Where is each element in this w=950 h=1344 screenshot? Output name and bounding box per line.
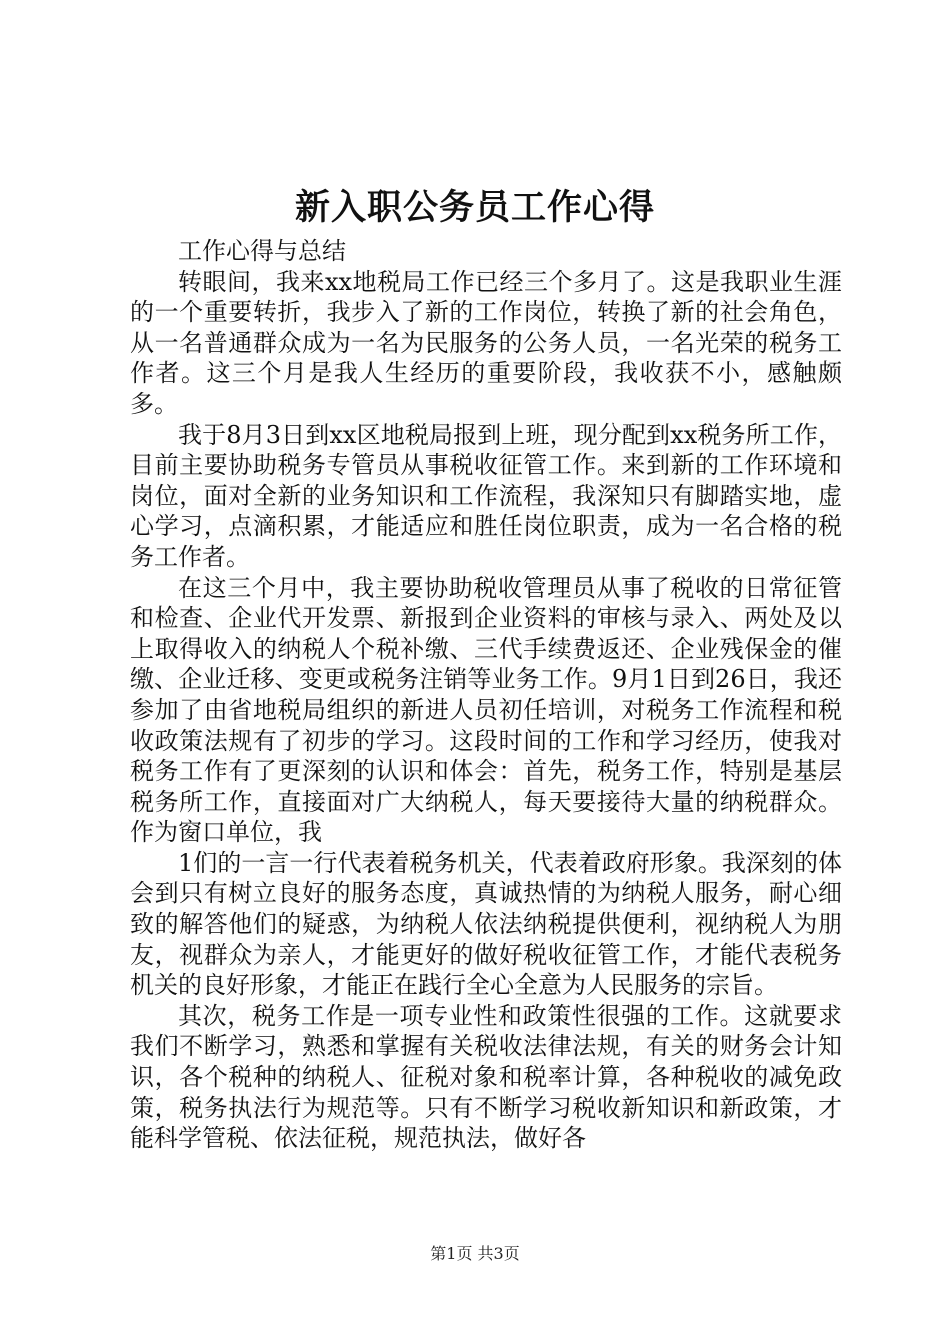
paragraph-duties: 在这三个月中，我主要协助税收管理员从事了税收的日常征管和检查、企业代开发票、新报到企业资料的审核与录入、两处及以上取得收入的纳税人个税补缴、三代手续费返还、企业残保金的催缴、企业迁移、变更或税务注销等业务工作。9月1日到26日，我还参加了由省地税局组织的新进人员初任培训，对税务工作流程和税收政策法规有了初步的学习。这段时间的工作和学习经历，使我对税务工作有了更深刻的认识和体会：首先，税务工作，特别是基层税务所工作，直接面对广大纳税人，每天要接待大量的纳税群众。作为窗口单位，我 — [130, 573, 842, 847]
paragraph-service: 1们的一言一行代表着税务机关，代表着政府形象。我深刻的体会到只有树立良好的服务态度，真诚热情的为纳税人服务，耐心细致的解答他们的疑惑，为纳税人依法纳税提供便利，视纳税人为朋友，视群众为亲人，才能更好的做好税收征管工作，才能代表税务机关的良好形象，才能正在践行全心全意为人民服务的宗旨。 — [130, 848, 842, 1000]
page-number-footer: 第1页 共3页 — [430, 1244, 520, 1263]
document-title: 新入职公务员工作心得 — [294, 187, 655, 228]
document-body — [130, 236, 842, 1154]
paragraph-intro: 转眼间，我来xx地税局工作已经三个多月了。这是我职业生涯的一个重要转折，我步入了新的工作岗位，转换了新的社会角色，从一名普通群众成为一名为民服务的公务人员，一名光荣的税务工作者。这三个月是我人生经历的重要阶段，我收获不小，感触颇多。 — [130, 267, 842, 418]
paragraph-subtitle: 工作心得与总结 — [178, 237, 346, 265]
paragraph-assignment: 我于8月3日到xx区地税局报到上班，现分配到xx税务所工作，目前主要协助税务专管员从事税收征管工作。来到新的工作环境和岗位，面对全新的业务知识和工作流程，我深知只有脚踏实地，虚心学习，点滴积累，才能适应和胜任岗位职责，成为一名合格的税务工作者。 — [130, 420, 842, 571]
paragraph-study: 其次，税务工作是一项专业性和政策性很强的工作。这就要求我们不断学习，熟悉和掌握有关税收法律法规，有关的财务会计知识，各个税种的纳税人、征税对象和税率计算，各种税收的减免政策，税务执法行为规范等。只有不断学习税收新知识和新政策，才能科学管税、依法征税，规范执法，做好各 — [130, 1001, 842, 1153]
